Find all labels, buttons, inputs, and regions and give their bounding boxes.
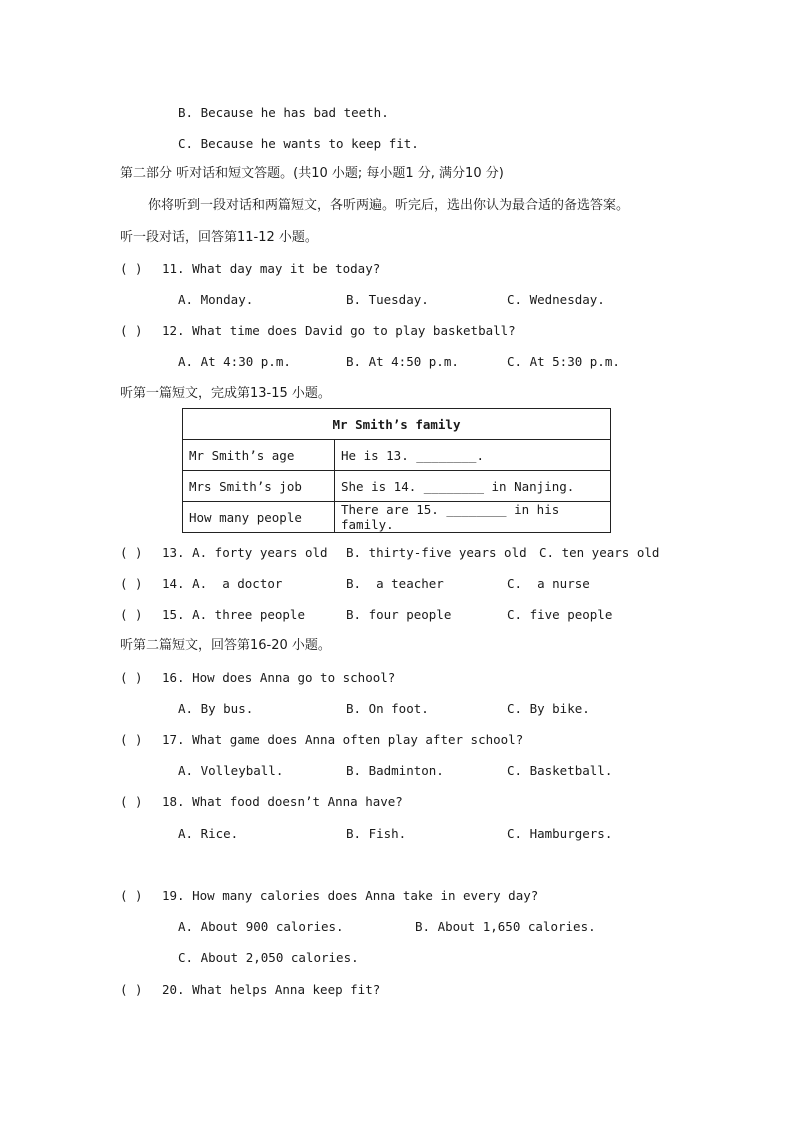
answer-blank[interactable]: ( ) bbox=[120, 888, 143, 903]
q17-option-b: B. Badminton. bbox=[346, 763, 444, 778]
q18-option-b: B. Fish. bbox=[346, 826, 407, 841]
answer-blank[interactable]: ( ) bbox=[120, 323, 143, 338]
table-row-label: Mr Smith’s age bbox=[183, 440, 335, 471]
q19-option-b: B. About 1,650 calories. bbox=[415, 919, 596, 934]
table-row-value: There are 15. ________ in his family. bbox=[335, 502, 611, 533]
q16-option-b: B. On foot. bbox=[346, 701, 429, 716]
q13-option-a: 13. A. forty years old bbox=[162, 545, 328, 560]
q11-stem: 11. What day may it be today? bbox=[162, 261, 381, 276]
answer-blank[interactable]: ( ) bbox=[120, 261, 143, 276]
q18-option-c: C. Hamburgers. bbox=[507, 826, 613, 841]
q10-option-c: C. Because he wants to keep fit. bbox=[178, 136, 419, 151]
table-row-label: Mrs Smith’s job bbox=[183, 471, 335, 502]
q13-option-c: C. ten years old bbox=[539, 545, 660, 560]
q11-option-b: B. Tuesday. bbox=[346, 292, 429, 307]
q16-option-c: C. By bike. bbox=[507, 701, 590, 716]
q20-stem: 20. What helps Anna keep fit? bbox=[162, 982, 381, 997]
q19-option-a: A. About 900 calories. bbox=[178, 919, 344, 934]
q17-option-c: C. Basketball. bbox=[507, 763, 613, 778]
family-table bbox=[182, 408, 611, 533]
table-row-value: She is 14. ________ in Nanjing. bbox=[335, 471, 611, 502]
q18-option-a: A. Rice. bbox=[178, 826, 239, 841]
q15-option-a: 15. A. three people bbox=[162, 607, 305, 622]
q16-stem: 16. How does Anna go to school? bbox=[162, 670, 396, 685]
q11-option-c: C. Wednesday. bbox=[507, 292, 605, 307]
table-header-row bbox=[183, 409, 611, 440]
table-row-value: He is 13. ________. bbox=[335, 440, 611, 471]
q10-option-b: B. Because he has bad teeth. bbox=[178, 105, 389, 120]
q17-stem: 17. What game does Anna often play after school? bbox=[162, 732, 524, 747]
q18-stem: 18. What food doesn’t Anna have? bbox=[162, 794, 403, 809]
table-row-label: How many people bbox=[183, 502, 335, 533]
q15-option-b: B. four people bbox=[346, 607, 452, 622]
table-row bbox=[183, 471, 611, 502]
dialogue-intro: 听一段对话，回答第11-12 小题。 bbox=[120, 230, 318, 245]
part2-instruction: 你将听到一段对话和两篇短文，各听两遍。听完后，选出你认为最合适的备选答案。 bbox=[148, 198, 630, 213]
part2-heading: 第二部分 听对话和短文答题。(共10 小题; 每小题1 分, 满分10 分) bbox=[120, 166, 504, 181]
table-title: Mr Smith’s family bbox=[183, 409, 611, 440]
q12-option-b: B. At 4:50 p.m. bbox=[346, 354, 459, 369]
q14-option-a: 14. A. a doctor bbox=[162, 576, 283, 591]
answer-blank[interactable]: ( ) bbox=[120, 794, 143, 809]
q19-option-c: C. About 2,050 calories. bbox=[178, 950, 359, 965]
answer-blank[interactable]: ( ) bbox=[120, 732, 143, 747]
q12-option-a: A. At 4:30 p.m. bbox=[178, 354, 291, 369]
q12-option-c: C. At 5:30 p.m. bbox=[507, 354, 620, 369]
q14-option-b: B. a teacher bbox=[346, 576, 444, 591]
passage2-intro: 听第二篇短文，回答第16-20 小题。 bbox=[120, 638, 331, 653]
passage1-intro: 听第一篇短文，完成第13-15 小题。 bbox=[120, 386, 331, 401]
q17-option-a: A. Volleyball. bbox=[178, 763, 284, 778]
table-row bbox=[183, 502, 611, 533]
q11-option-a: A. Monday. bbox=[178, 292, 254, 307]
answer-blank[interactable]: ( ) bbox=[120, 545, 143, 560]
q16-option-a: A. By bus. bbox=[178, 701, 254, 716]
q13-option-b: B. thirty-five years old bbox=[346, 545, 527, 560]
q19-stem: 19. How many calories does Anna take in every day? bbox=[162, 888, 539, 903]
answer-blank[interactable]: ( ) bbox=[120, 670, 143, 685]
q15-option-c: C. five people bbox=[507, 607, 613, 622]
answer-blank[interactable]: ( ) bbox=[120, 607, 143, 622]
q14-option-c: C. a nurse bbox=[507, 576, 590, 591]
table-row bbox=[183, 440, 611, 471]
answer-blank[interactable]: ( ) bbox=[120, 576, 143, 591]
q12-stem: 12. What time does David go to play basketball? bbox=[162, 323, 516, 338]
answer-blank[interactable]: ( ) bbox=[120, 982, 143, 997]
